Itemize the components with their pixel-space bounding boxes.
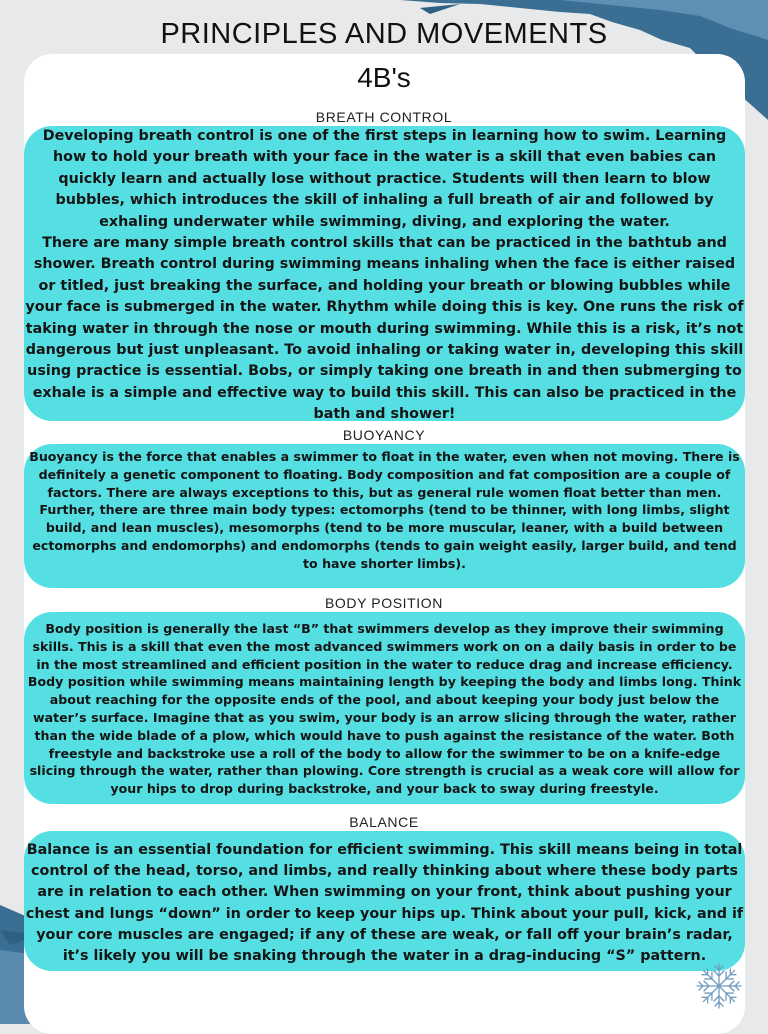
page-subtitle: 4B's [357,62,411,93]
page-title: PRINCIPLES AND MOVEMENTS [160,18,608,50]
balance-paragraph: Balance is an essential foundation for efficient swimming. This skill means being in total control of the head, torso, and limbs, and really thinking about where these body parts are in relation to each other. When swimming on your front, think about pushing your chest and lungs “down” in order to keep your hips up. Think about your pull, kick, and if your core muscles are engaged; if any of these are weak, or fall off your brain’s radar, it’s likely you will be snaking through the water in a drag-inducing “S” pattern. [25,842,744,965]
body-position-paragraph-1: Body position is generally the last “B” that swimmers develop as they improve their swimming skills. This is a skill that even the most advanced swimmers work on on a daily basis in order to be in the most streamlined and efficient position in the water to reduce drag and increase efficiency. [32,621,737,672]
section-heading-body-position: BODY POSITION [324,595,443,611]
body-position-paragraph-2: Body position while swimming means maintaining length by keeping the body and limbs long. Think about reaching for the opposite ends of the pool, and about keeping your body just below the water’s surface. Imagine that as you swim, your body is an arrow slicing through the water, rather than the wide blade of a plow, which would have to push against the resistance of the water. Both freestyle and backstroke use a roll of the body to allow for the swimmer to be on a knife-edge slicing through the water, rather than plowing. Core strength is crucial as a weak core will allow for your hips to drop during backstroke, and your back to sway during freestyle. [27,674,742,797]
section-heading-breath-control: BREATH CONTROL [315,109,453,125]
panel-breath-control [24,126,745,421]
breath-control-paragraph-1: Developing breath control is one of the first steps in learning how to swim. Learning how to hold your breath with your face in the water is a skill that even babies can quickly learn and actually lose without practice. Students will then learn to blow bubbles, which introduces the skill of inhaling a full breath of air and followed by exhaling underwater while swimming, diving, and exploring the water. [42,128,727,230]
section-heading-balance: BALANCE [349,814,419,830]
breath-control-paragraph-2: There are many simple breath control skills that can be practiced in the bathtub and shower. Breath control during swimming means inhaling when the face is either raised or titled, just breaking the surface, and holding your breath or blowing bubbles while your face is submerged in the water. Rhythm while doing this is key. One runs the risk of taking water in through the nose or mouth during swimming. While this is a risk, it’s not dangerous but just unpleasant. To avoid inhaling or taking water in, developing this skill using practice is essential. Bobs, or simply taking one breath in and then submerging to exhale is a simple and effective way to build this skill. This can also be practiced in the bath and shower! [25,235,744,423]
snowflake-icon [693,960,745,1012]
panel-balance [24,831,745,971]
panel-body-position [24,612,745,804]
section-heading-buoyancy: BUOYANCY [342,427,426,443]
panel-buoyancy [24,444,745,588]
buoyancy-paragraph: Buoyancy is the force that enables a swimmer to float in the water, even when not moving. There is definitely a genetic component to floating. Body composition and fat composition are a couple of factors. There are always exceptions to this, but as general rule women float better than men. Further, there are three main body types: ectomorphs (tend to be thinner, with long limbs, slight build, and lean muscles), mesomorphs (tend to be more muscular, leaner, with a build between ectomorphs and endomorphs) and endomorphs (tends to gain weight easily, larger build, and tend to have shorter limbs). [29,449,740,571]
